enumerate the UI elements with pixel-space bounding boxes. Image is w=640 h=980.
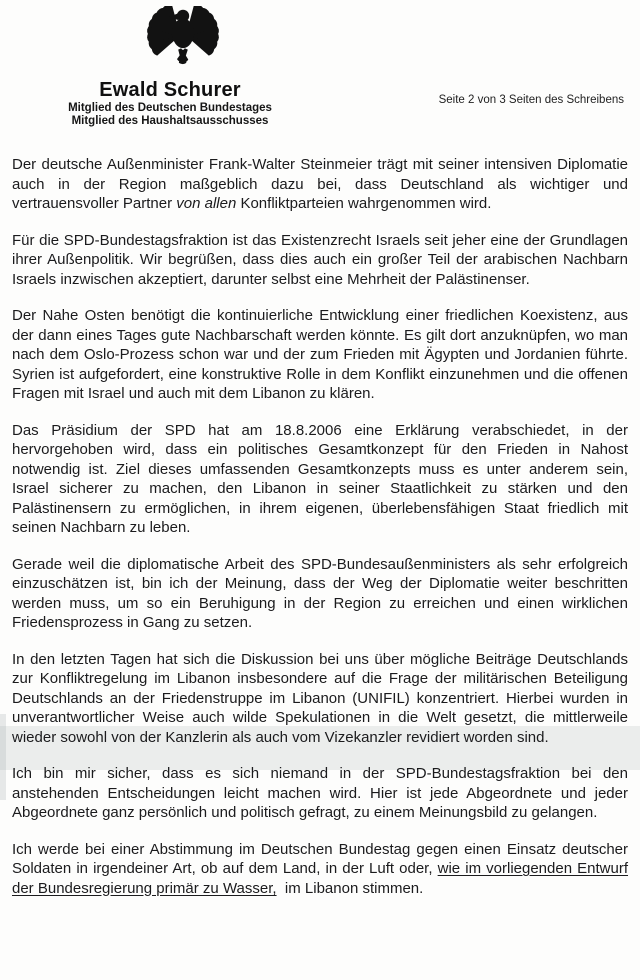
text-segment-underline: wie im vorliegenden Entwurf der Bundesregierung primär zu Wasser, [12, 860, 629, 897]
letter-paragraph-2 [12, 231, 628, 290]
page-indicator: Seite 2 von 3 Seiten des Schreibens [438, 94, 624, 106]
text-segment: Ich werde bei einer Abstimmung im Deutschen Bundestag gegen einen Einsatz deutscher Soldaten in irgendeiner Art, ob auf dem Land, in der Luft oder, [12, 840, 628, 877]
text-segment: Der Nahe Osten benötigt die kontinuierliche Entwicklung einer friedlichen Koexistenz, aus der dann eines Tages gute Nachbarschaft werden könnte. Es gilt dort anzuknüpfen, wo man nach dem Oslo-Prozess schon war und der zum Frieden mit Ägypten und Jordanien führte. Syrien ist aufgefordert, eine konstruktive Rolle in dem Konflikt einzunehmen und die offenen Fragen mit Israel und auch mit dem Libanon zu klären. [12, 307, 628, 402]
letter-paragraph-4 [12, 421, 628, 538]
text-segment: In den letzten Tagen hat sich die Diskussion bei uns über mögliche Beiträge Deutschlands zur Konfliktregelung im Libanon insbesondere auf die Frage der militärischen Beteiligung Deutschlands an der Friedenstruppe im Libanon (UNIFIL) konzentriert. Hierbei wurden in unverantwortlicher Weise auch wilde Spekulationen in die Welt gesetzt, die mittlerweile wieder sowohl von der Kanzlerin als auch vom Vizekanzler revidiert worden sind. [12, 650, 628, 746]
letter-paragraph-8 [12, 840, 628, 899]
text-segment: Das Präsidium der SPD hat am 18.8.2006 eine Erklärung verabschiedet, in der hervorgehoben wird, dass ein politisches Gesamtkonzept für den Frieden in Nahost notwendig ist. Ziel dieses umfassenden Gesamtkonzepts muss es unter anderem sein, Israel sicherer zu machen, den Libanon in seiner Staatlichkeit zu stärken und den Palästinensern zu ermöglichen, in ihrem eigenen, überlebensfähigen Staat friedlich mit seinen Nachbarn zu leben. [12, 421, 628, 536]
sender-name: Ewald Schurer [99, 79, 241, 101]
letter-paragraph-6 [12, 650, 628, 748]
text-segment: Konfliktparteien wahrgenommen wird. [236, 195, 492, 212]
text-segment-italic: von allen [176, 195, 237, 212]
letter-paragraph-7 [12, 764, 628, 823]
sender-identity-block [55, 6, 285, 128]
sender-role-2: Mitglied des Haushaltsausschusses [71, 115, 269, 127]
bundestag-eagle-logo [55, 6, 285, 72]
scan-artifact-edge [0, 714, 6, 800]
text-segment: Für die SPD-Bundestagsfraktion ist das Existenzrecht Israels seit jeher eine der Grundlagen ihrer Außenpolitik. Wir begrüßen, dass dies auch ein großer Teil der arabischen Nachbarn Israels inzwischen akzeptiert, darunter selbst eine Mehrheit der Palästinenser. [12, 231, 628, 288]
letter-paragraph-1 [12, 155, 628, 214]
letter-paragraph-5 [12, 555, 628, 633]
sender-role-1: Mitglied des Deutschen Bundestages [68, 102, 272, 114]
letter-paragraph-3 [12, 306, 628, 404]
letter-body [12, 155, 628, 915]
text-segment: Der deutsche Außenminister Frank-Walter Steinmeier trägt mit seiner intensiven Diplomatie auch in der Region maßgeblich dazu bei, dass Deutschland als wichtiger und vertrauensvoller Partner [12, 156, 628, 212]
text-segment: im Libanon stimmen. [276, 879, 424, 897]
text-segment: Ich bin mir sicher, dass es sich niemand in der SPD-Bundestagsfraktion bei den anstehenden Entscheidungen leicht machen wird. Hier ist jede Abgeordnete und jeder Abgeordnete ganz persönlich und politisch gefragt, zu einem Meinungsbild zu gelangen. [12, 765, 628, 821]
text-segment: Gerade weil die diplomatische Arbeit des SPD-Bundesaußenministers als sehr erfolgreich einzuschätzen ist, bin ich der Meinung, dass der Weg der Diplomatie weiter beschritten werden muss, um so ein Beruhigung in der Region zu erreichen und einen wirklichen Friedensprozess in Gang zu setzen. [12, 555, 628, 631]
